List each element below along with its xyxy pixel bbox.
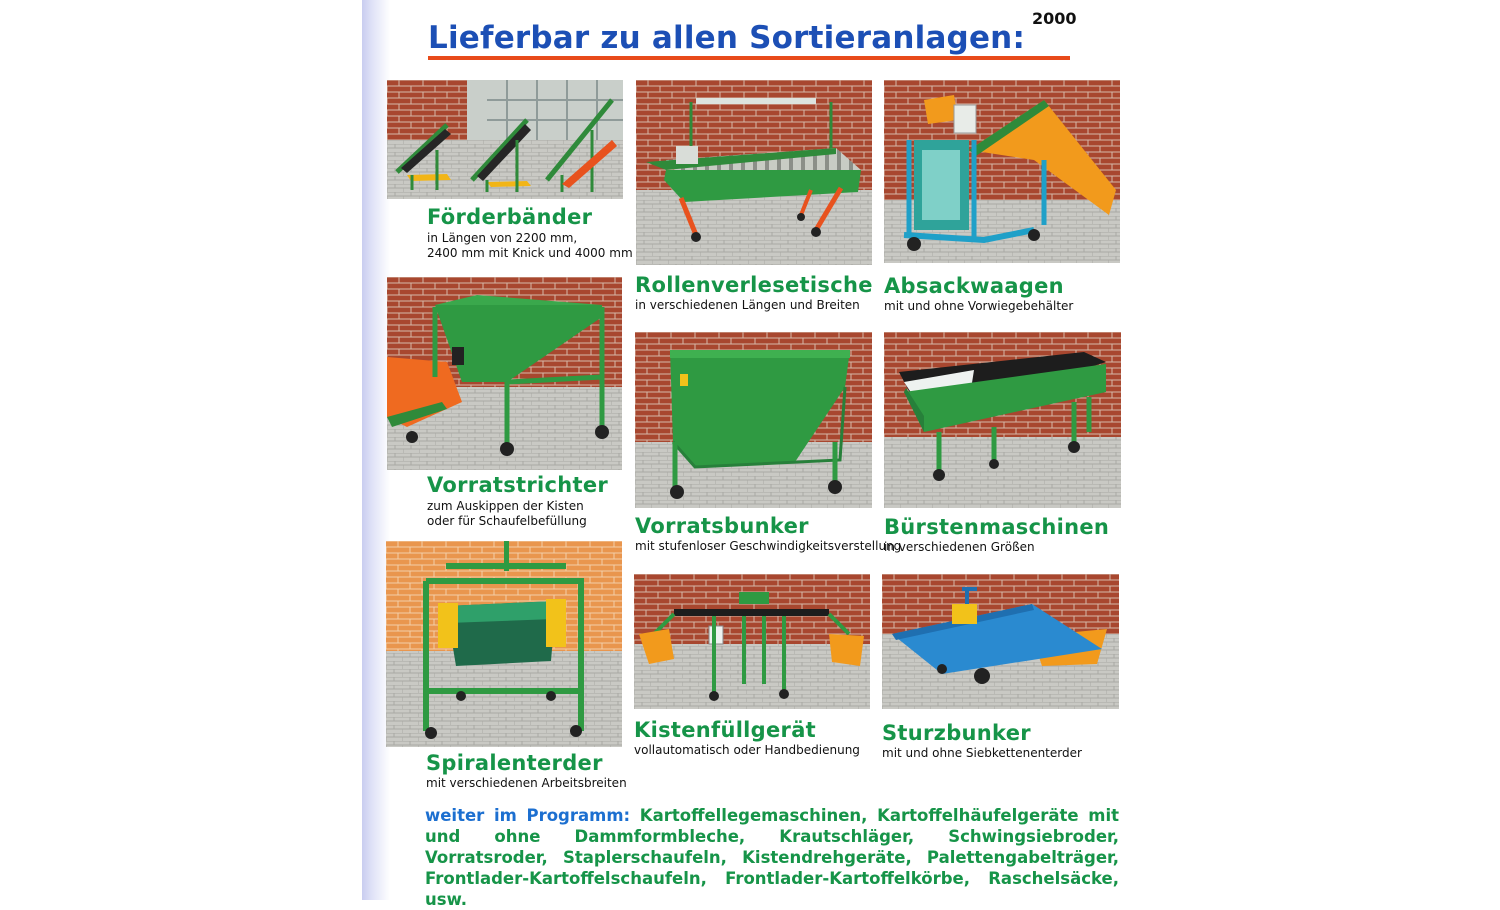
product-title-foerderbaender: Förderbänder [427, 205, 593, 229]
photo-spiralenterder [386, 541, 622, 747]
photo-sturzbunker [882, 574, 1119, 709]
product-desc-sturzbunker: mit und ohne Siebkettenenterder [882, 746, 1082, 760]
further-products-list: Kartoffellegemaschinen, Kartoffelhäufelgeräte mit und ohne Dammformbleche, Krautschläger, Schwingsiebroder, Vorratsroder, Staplerschaufeln, Kistendrehgeräte, Palettengabelträger, Frontlader-Kartoffelschaufeln, Frontlader-Kartoffelkörbe, Raschelsäcke, usw. [425, 806, 1119, 909]
product-desc-foerderbaender-2: 2400 mm mit Knick und 4000 mm [427, 246, 633, 260]
product-desc-vorratstrichter-2: oder für Schaufelbefüllung [427, 514, 587, 528]
photo-absackwaagen [884, 80, 1120, 263]
product-desc-rollenverlesetische: in verschiedenen Längen und Breiten [635, 298, 860, 312]
further-products-paragraph [425, 805, 1119, 910]
product-title-absackwaagen: Absackwaagen [884, 274, 1064, 298]
year-label: 2000 [1032, 9, 1077, 28]
product-desc-buerstenmaschinen: in verschiedenen Größen [884, 540, 1035, 554]
product-desc-vorratsbunker: mit stufenloser Geschwindigkeitsverstellung [635, 539, 902, 553]
product-desc-kistenfuellgeraet: vollautomatisch oder Handbedienung [634, 743, 860, 757]
product-title-kistenfuellgeraet: Kistenfüllgerät [634, 718, 817, 742]
product-title-rollenverlesetische: Rollenverlesetische [635, 273, 873, 297]
photo-foerderbaender [387, 80, 623, 199]
product-title-sturzbunker: Sturzbunker [882, 721, 1031, 745]
headline-underline [428, 56, 1070, 60]
product-title-buerstenmaschinen: Bürstenmaschinen [884, 515, 1110, 539]
product-desc-foerderbaender-1: in Längen von 2200 mm, [427, 231, 578, 245]
page-headline: Lieferbar zu allen Sortieranlagen: [428, 20, 1026, 56]
photo-buerstenmaschinen [884, 332, 1121, 508]
photo-kistenfuellgeraet [634, 574, 870, 709]
product-desc-vorratstrichter-1: zum Auskippen der Kisten [427, 499, 584, 513]
photo-rollenverlesetische [636, 80, 872, 265]
product-title-vorratstrichter: Vorratstrichter [427, 473, 609, 497]
product-desc-spiralenterder: mit verschiedenen Arbeitsbreiten [426, 776, 627, 790]
product-title-vorratsbunker: Vorratsbunker [635, 514, 809, 538]
further-products-lead: weiter im Programm: [425, 806, 631, 825]
product-desc-absackwaagen: mit und ohne Vorwiegebehälter [884, 299, 1074, 313]
product-title-spiralenterder: Spiralenterder [426, 751, 603, 775]
photo-vorratstrichter [387, 277, 622, 470]
photo-vorratsbunker [635, 332, 872, 508]
